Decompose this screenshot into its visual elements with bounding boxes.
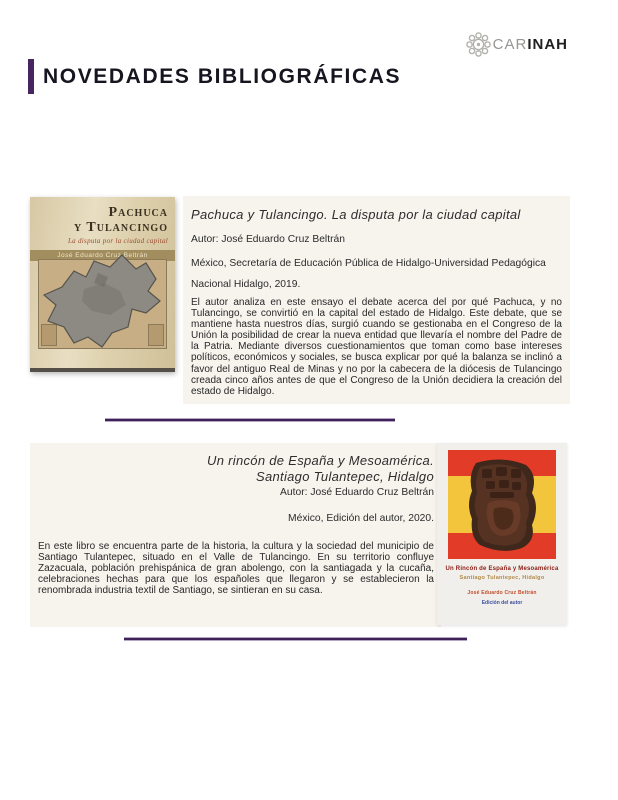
book-description: El autor analiza en este ensayo el debate acerca del por qué Pachuca, y no Tulancingo, se convirtió en la capital del estado de Hidalgo. Este debate, que se mantiene hasta nuestros días, surgió cuando se gestionaba en el Congreso de la Unión la posibilidad de crear la nueva entidad que llevaría el nombre del Padre de la Patria. Mediante diversos cuestionamientos que toman como base intereses políticos, económicos y sociales, se busca explicar por qué la balanza se inclinó a favor del antiguo Real de Minas y no por la cabecera de la diócesis de Tulancingo creada cinco años antes de que el Congreso de la Unión decidiera la creación del estado de Hidalgo.: [191, 297, 562, 397]
book-author: Autor: José Eduardo Cruz Beltrán: [191, 234, 345, 245]
cover-title-line: Un Rincón de España y Mesoamérica: [445, 566, 559, 572]
flower-gear-icon: [465, 31, 493, 58]
section-divider: [124, 637, 467, 641]
book-imprint: México, Edición del autor, 2020.: [288, 513, 434, 524]
book-title: [38, 453, 434, 485]
cover-title-line2: y Tulancingo: [73, 220, 168, 235]
logo-text-light: CAR: [492, 36, 528, 53]
cover-edition-line: Edición del autor: [481, 600, 523, 606]
book-imprint: México, Secretaría de Educación Pública de Hidalgo-Universidad Pedagógica Nacional Hidalgo, 2019.: [191, 258, 546, 290]
page-title: NOVEDADES BIBLIOGRÁFICAS: [43, 65, 402, 88]
book-title-line1: Un rincón de España y Mesoamérica.: [207, 453, 434, 468]
stone-carving-graphic: [462, 453, 542, 556]
book-entry-pachuca: [183, 196, 570, 404]
cover-subtitle-line: Santiago Tulantepec, Hidalgo: [459, 575, 545, 581]
book-title-line2: Santiago Tulantepec, Hidalgo: [256, 469, 434, 484]
cover-author-line: José Eduardo Cruz Beltrán: [467, 590, 537, 596]
book-author: Autor: José Eduardo Cruz Beltrán: [280, 487, 434, 498]
cover-title-line1: Pachuca: [108, 205, 168, 220]
spain-flag-graphic: [448, 450, 556, 559]
book-entry-tulantepec: [30, 443, 441, 627]
ocarinah-logo: [465, 31, 568, 58]
section-divider: [105, 418, 395, 422]
book-cover-pachuca: [30, 197, 175, 372]
page-header: [28, 59, 401, 94]
book-title: Pachuca y Tulancingo. La disputa por la ciudad capital: [191, 207, 521, 222]
cover-subtitle: La disputa por la ciudad capital: [67, 237, 168, 245]
hidalgo-map-shape: [34, 239, 172, 357]
logo-text-bold: INAH: [527, 36, 568, 53]
book-description: En este libro se encuentra parte de la historia, la cultura y la sociedad del municipio de Santiago Tulantepec, situado en el Valle de Tulancingo. En su territorio confluye Zazacuala, población prehispánica de gran abolengo, con la santiagada y la cucaña, celebraciones hechas para que los españoles que llegaron y se establecieron la renombrada industria textil de Santiago, se sintieran en su casa.: [38, 541, 434, 597]
title-accent-bar: [28, 59, 34, 94]
cover-author-band: José Eduardo Cruz Beltrán: [30, 250, 175, 261]
book-cover-tulantepec: [437, 443, 567, 625]
